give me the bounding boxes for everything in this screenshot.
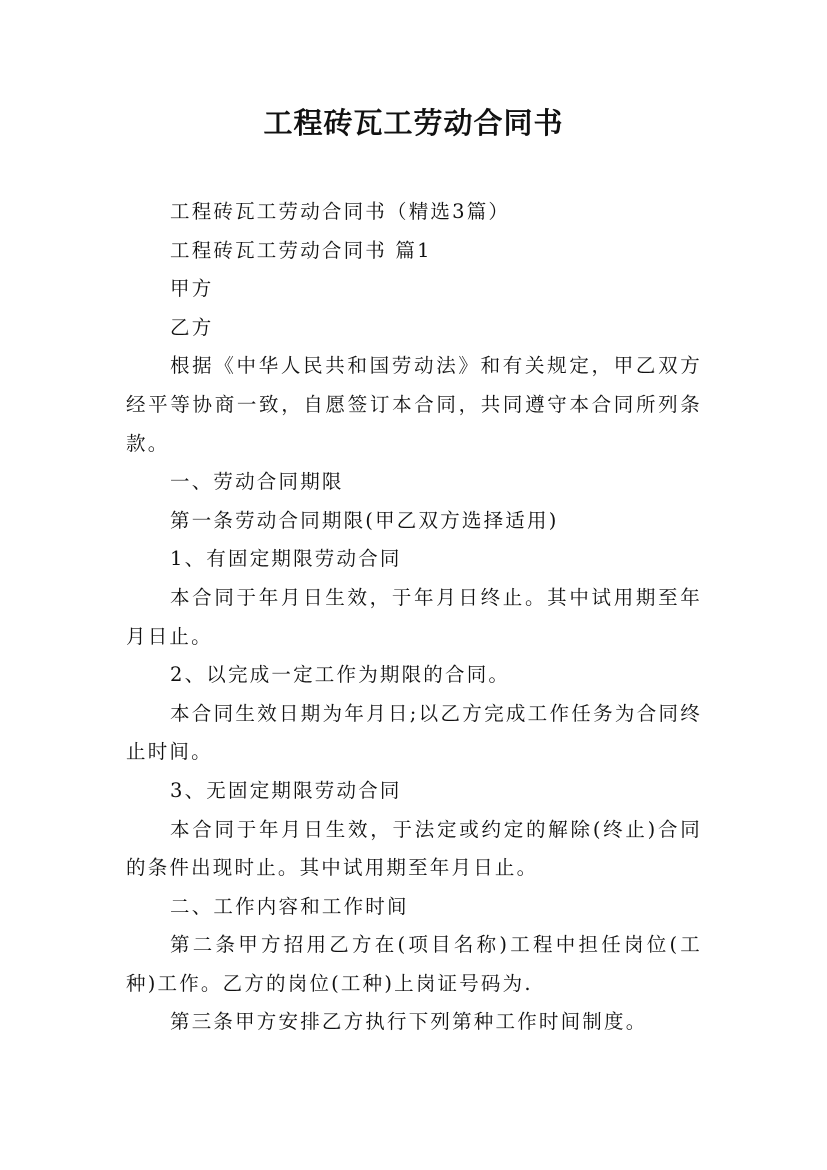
- clause-task-based: 2、以完成一定工作为期限的合同。: [170, 663, 511, 687]
- paragraph-subtitle: 工程砖瓦工劳动合同书（精选3篇）: [170, 200, 511, 223]
- clause-open-ended-text: 本合同于年月日生效，于法定或约定的解除(终止)合同的条件出现时止。其中试用期至年月日止。: [126, 817, 702, 880]
- clause-fixed-term: 1、有固定期限劳动合同: [170, 547, 402, 571]
- article-three: 第三条甲方安排乙方执行下列第种工作时间制度。: [170, 1010, 648, 1034]
- article-one: 第一条劳动合同期限(甲乙双方选择适用): [170, 508, 559, 532]
- clause-open-ended: 3、无固定期限劳动合同: [170, 778, 402, 802]
- clause-task-based-text: 本合同生效日期为年月日;以乙方完成工作任务为合同终止时间。: [126, 701, 702, 764]
- clause-fixed-term-text: 本合同于年月日生效，于年月日终止。其中试用期至年月日止。: [126, 585, 702, 648]
- paragraph-party-b: 乙方: [170, 315, 214, 339]
- section-heading-term: 一、劳动合同期限: [170, 470, 344, 494]
- paragraph-part-heading: 工程砖瓦工劳动合同书 篇1: [170, 238, 432, 262]
- article-two: 第二条甲方招用乙方在(项目名称)工程中担任岗位(工种)工作。乙方的岗位(工种)上岗证号码为.: [126, 933, 702, 995]
- document-body: [126, 193, 702, 1042]
- paragraph-party-a: 甲方: [170, 277, 214, 301]
- document-title: 工程砖瓦工劳动合同书: [263, 106, 564, 140]
- section-heading-work: 二、工作内容和工作时间: [170, 894, 409, 918]
- paragraph-preamble: 根据《中华人民共和国劳动法》和有关规定，甲乙双方经平等协商一致，自愿签订本合同，共同遵守本合同所列条款。: [126, 354, 702, 455]
